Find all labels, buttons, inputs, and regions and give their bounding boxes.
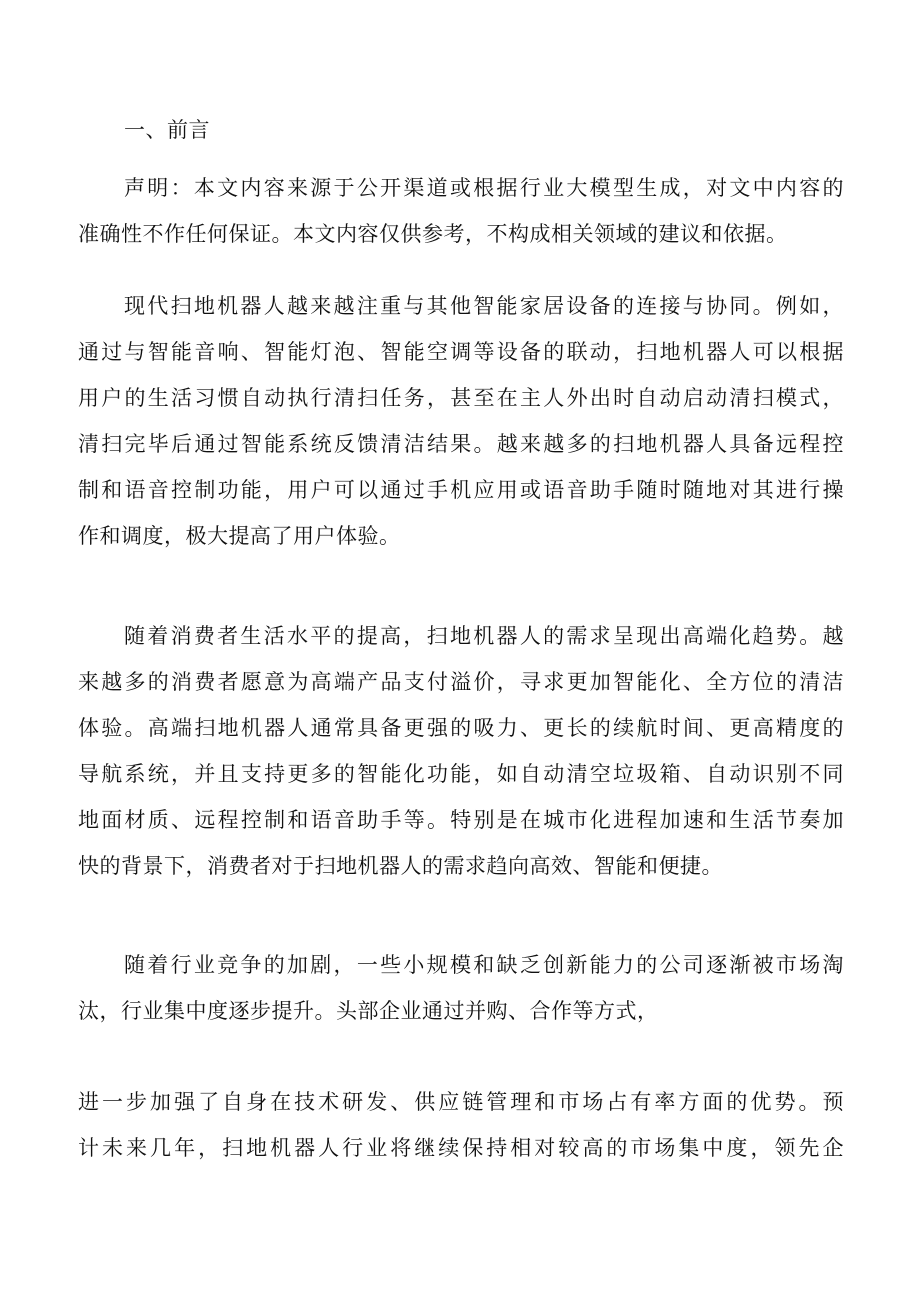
paragraph-line: 来越多的消费者愿意为高端产品支付溢价，寻求更加智能化、全方位的清洁 [78,670,844,694]
paragraph-line: 声明：本文内容来源于公开渠道或根据行业大模型生成，对文中内容的 [124,176,844,200]
paragraph-line: 进一步加强了自身在技术研发、供应链管理和市场占有率方面的优势。预 [78,1090,844,1114]
concentration-paragraph [78,1079,844,1171]
paragraph-line: 清扫完毕后通过智能系统反馈清洁结果。越来越多的扫地机器人具备远程控 [78,432,844,456]
disclaimer-paragraph [78,165,844,257]
competition-paragraph [78,942,844,1034]
paragraph-line: 准确性不作任何保证。本文内容仅供参考，不构成相关领域的建议和依据。 [78,222,788,246]
paragraph-line: 地面材质、远程控制和语音助手等。特别是在城市化进程加速和生活节奏加 [78,808,844,832]
paragraph-line: 体验。高端扫地机器人通常具备更强的吸力、更长的续航时间、更高精度的 [78,716,844,740]
paragraph-line: 汰，行业集中度逐步提升。头部企业通过并购、合作等方式， [78,999,659,1023]
paragraph-line: 制和语音控制功能，用户可以通过手机应用或语音助手随时随地对其进行操 [78,478,844,502]
paragraph-line: 随着行业竞争的加剧，一些小规模和缺乏创新能力的公司逐渐被市场淘 [124,953,844,977]
paragraph-line: 现代扫地机器人越来越注重与其他智能家居设备的连接与协同。例如， [124,294,844,318]
paragraph-line: 随着消费者生活水平的提高，扫地机器人的需求呈现出高端化趋势。越 [124,624,844,648]
smart-home-paragraph [78,283,844,559]
section-heading: 一、前言 [124,118,210,142]
paragraph-line: 快的背景下，消费者对于扫地机器人的需求趋向高效、智能和便捷。 [78,854,723,878]
paragraph-line: 计未来几年，扫地机器人行业将继续保持相对较高的市场集中度，领先企 [78,1136,844,1160]
paragraph-line: 作和调度，极大提高了用户体验。 [78,524,401,548]
high-end-trend-paragraph [78,613,844,889]
paragraph-line: 通过与智能音响、智能灯泡、智能空调等设备的联动，扫地机器人可以根据 [78,340,844,364]
paragraph-line: 用户的生活习惯自动执行清扫任务，甚至在主人外出时自动启动清扫模式， [78,386,844,410]
paragraph-line: 导航系统，并且支持更多的智能化功能，如自动清空垃圾箱、自动识别不同 [78,762,844,786]
